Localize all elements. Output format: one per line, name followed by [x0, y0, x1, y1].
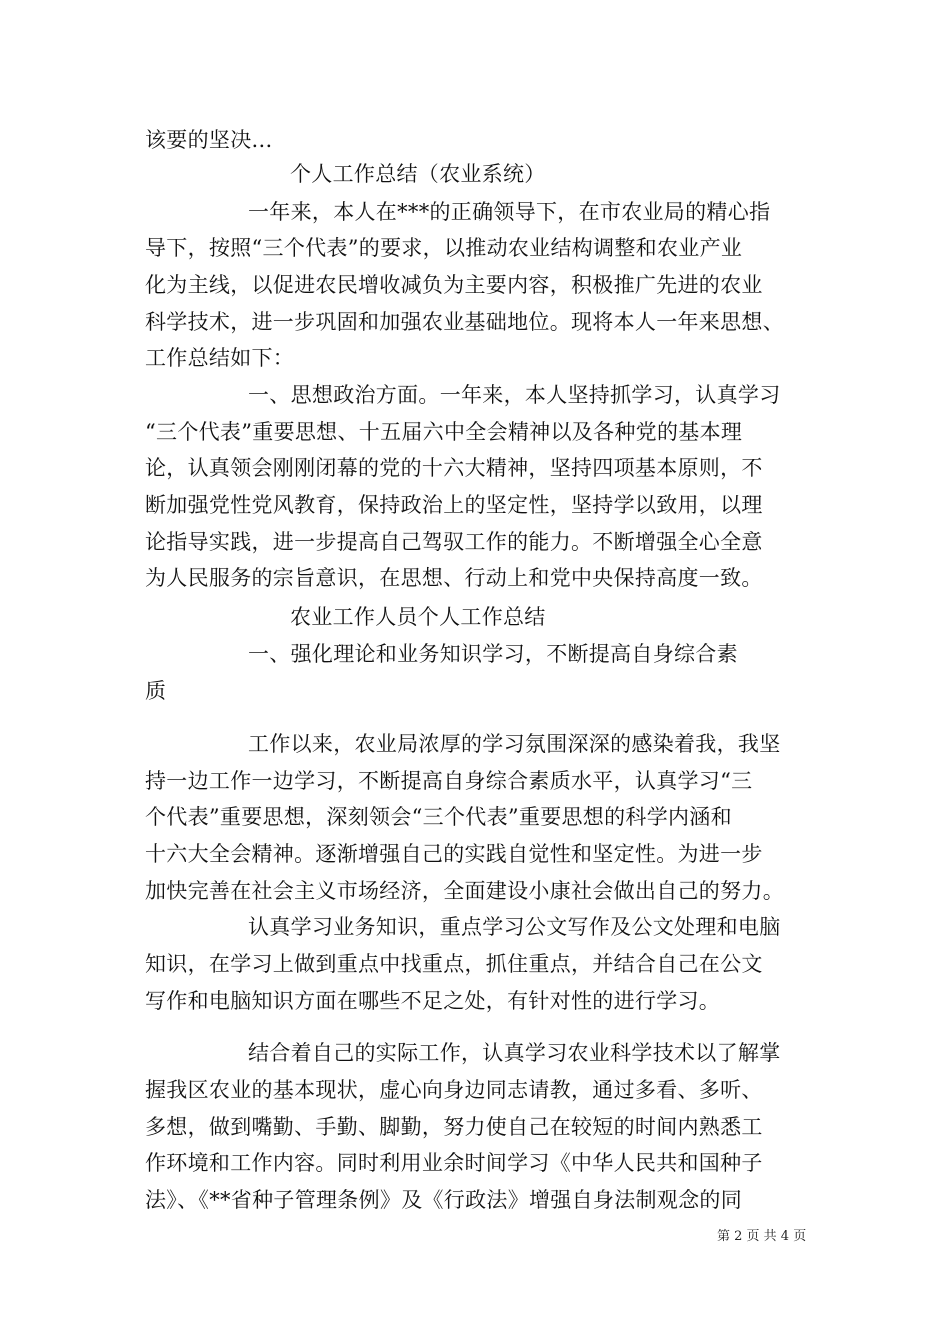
- text-line: 写作和电脑知识方面在哪些不足之处，有针对性的进行学习。: [145, 989, 721, 1013]
- text-line: 一、强化理论和业务知识学习，不断提高自身综合素: [248, 642, 738, 666]
- text-line: 作环境和工作内容。同时利用业余时间学习《中华人民共和国种子: [145, 1151, 763, 1175]
- text-line: 工作以来，农业局浓厚的学习氛围深深的感染着我，我坚: [248, 732, 781, 756]
- text-line: 个代表”重要思想，深刻领会“三个代表”重要思想的科学内涵和: [145, 805, 732, 829]
- text-line: 一、思想政治方面。一年来，本人坚持抓学习，认真学习: [248, 383, 781, 407]
- text-line: 加快完善在社会主义市场经济，全面建设小康社会做出自己的努力。: [145, 879, 784, 903]
- section-heading: 个人工作总结（农业系统）: [290, 162, 546, 186]
- text-line: 认真学习业务知识，重点学习公文写作及公文处理和电脑: [248, 915, 781, 939]
- text-line: 科学技术，进一步巩固和加强农业基础地位。现将本人一年来思想、: [145, 310, 784, 334]
- section-heading: 农业工作人员个人工作总结: [290, 605, 546, 629]
- text-line: 质: [145, 679, 167, 703]
- text-line: 知识，在学习上做到重点中找重点，抓住重点，并结合自己在公文: [145, 952, 763, 976]
- text-line: 多想，做到嘴勤、手勤、脚勤，努力使自己在较短的时间内熟悉工: [145, 1115, 763, 1139]
- text-line: 结合着自己的实际工作，认真学习农业科学技术以了解掌: [248, 1041, 781, 1065]
- text-line: 论指导实践，进一步提高自己驾驭工作的能力。不断增强全心全意: [145, 530, 763, 554]
- text-line: 法》、《**省种子管理条例》及《行政法》增强自身法制观念的同: [145, 1188, 742, 1212]
- text-line: 工作总结如下：: [145, 346, 295, 370]
- text-line: 化为主线，以促进农民增收减负为主要内容，积极推广先进的农业: [145, 273, 763, 297]
- text-line: “三个代表”重要思想、十五届六中全会精神以及各种党的基本理: [145, 420, 743, 444]
- text-line: 导下，按照“三个代表”的要求，以推动农业结构调整和农业产业: [145, 236, 743, 260]
- page-number: 第 2 页 共 4 页: [717, 1229, 807, 1244]
- text-line: 握我区农业的基本现状，虚心向身边同志请教，通过多看、多听、: [145, 1078, 763, 1102]
- text-line: 该要的坚决...: [145, 128, 273, 152]
- text-line: 论，认真领会刚刚闭幕的党的十六大精神，坚持四项基本原则，不: [145, 456, 763, 480]
- text-line: 持一边工作一边学习，不断提高自身综合素质水平，认真学习“三: [145, 769, 753, 793]
- text-line: 断加强党性党风教育，保持政治上的坚定性，坚持学以致用，以理: [145, 493, 763, 517]
- text-line: 十六大全会精神。逐渐增强自己的实践自觉性和坚定性。为进一步: [145, 842, 763, 866]
- text-line: 一年来，本人在***的正确领导下，在市农业局的精心指: [248, 200, 771, 224]
- text-line: 为人民服务的宗旨意识，在思想、行动上和党中央保持高度一致。: [145, 566, 763, 590]
